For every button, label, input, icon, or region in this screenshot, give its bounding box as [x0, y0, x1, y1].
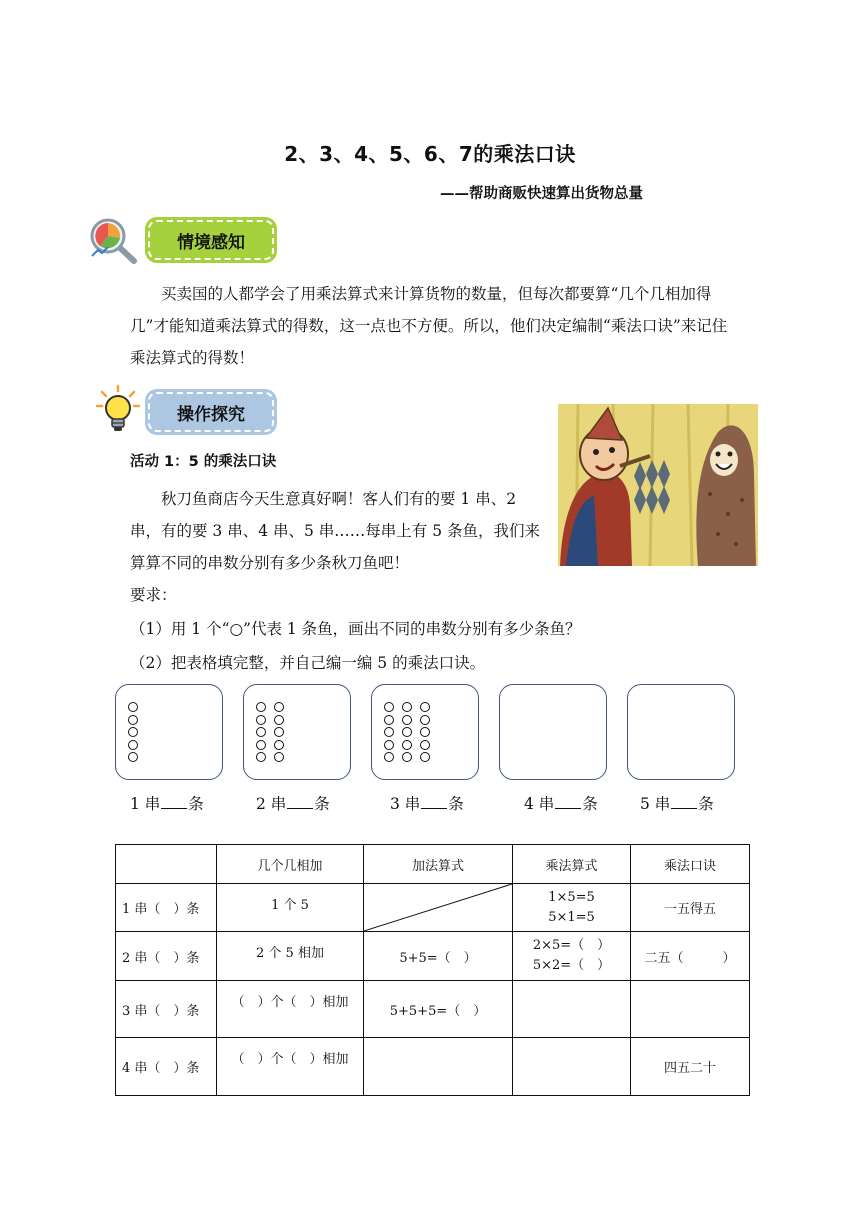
caption-count: 3 串: [390, 795, 421, 813]
fish-circle: [256, 740, 266, 750]
row-label: 1 串（ ）条: [116, 884, 217, 932]
row-label: 4 串（ ）条: [116, 1038, 217, 1096]
header-cell: 加法算式: [364, 845, 513, 884]
drawing-box[interactable]: [243, 684, 351, 780]
fish-circle: [384, 752, 394, 762]
multiplication-expression: 1×5=5: [548, 889, 595, 905]
row-label: 3 串（ ）条: [116, 981, 217, 1038]
addition-description[interactable]: 2 个 5 相加: [217, 932, 364, 981]
section-badge-explore: [145, 389, 277, 435]
fish-circle: [256, 752, 266, 762]
addition-description[interactable]: 1 个 5: [217, 884, 364, 932]
magnifier-chart-icon: [88, 216, 140, 266]
fish-circle: [274, 740, 284, 750]
lightbulb-icon: [96, 384, 140, 436]
answer-blank[interactable]: [161, 793, 187, 809]
caption-count: 2 串: [256, 795, 287, 813]
fish-circle: [384, 702, 394, 712]
fish-circle: [274, 715, 284, 725]
page-subtitle: ——帮助商贩快速算出货物总量: [440, 186, 643, 202]
answer-blank[interactable]: [555, 793, 581, 809]
fish-circle: [384, 727, 394, 737]
box-caption: [524, 792, 598, 814]
fish-circle: [256, 702, 266, 712]
multiplication-table: [115, 844, 750, 1096]
drawing-box[interactable]: [499, 684, 607, 780]
requirement-2: （2）把表格填完整，并自己编一编 5 的乘法口诀。: [130, 654, 486, 672]
addition-description[interactable]: （ ）个（ ）相加: [217, 1038, 364, 1096]
addition-expression[interactable]: 5+5+5=（ ）: [364, 981, 513, 1038]
caption-count: 4 串: [524, 795, 555, 813]
header-cell: 几个几相加: [217, 845, 364, 884]
drawing-box[interactable]: [371, 684, 479, 780]
fish-circle: [128, 740, 138, 750]
fish-circle: [402, 715, 412, 725]
section-badge-situation: [145, 217, 277, 263]
table-row: [116, 981, 750, 1038]
table-row: [116, 1038, 750, 1096]
drawing-box[interactable]: [627, 684, 735, 780]
table-row: [116, 884, 750, 932]
header-cell: 乘法口诀: [631, 845, 750, 884]
fish-circle: [402, 752, 412, 762]
activity-title: 活动 1：5 的乘法口诀: [130, 454, 277, 470]
fish-circle: [420, 715, 430, 725]
section-badge-label: 情境感知: [148, 220, 274, 260]
box-caption: [256, 792, 330, 814]
table-row: [116, 932, 750, 981]
fish-circle: [274, 727, 284, 737]
addition-expression-na: [364, 884, 513, 932]
table-header-row: [116, 845, 750, 884]
fish-circle: [256, 727, 266, 737]
multiplication-expression: 5×1=5: [548, 909, 595, 925]
addition-expression[interactable]: [364, 1038, 513, 1096]
fish-circle: [274, 752, 284, 762]
fish-circle: [420, 727, 430, 737]
answer-blank[interactable]: [287, 793, 313, 809]
multiplication-expression[interactable]: 5×2=（ ）: [532, 958, 611, 973]
answer-blank[interactable]: [671, 793, 697, 809]
addition-expression[interactable]: 5+5=（ ）: [364, 932, 513, 981]
fish-circle: [128, 752, 138, 762]
multiplication-expressions[interactable]: [513, 1038, 631, 1096]
answer-blank[interactable]: [421, 793, 447, 809]
caption-unit: 条: [698, 795, 714, 813]
fish-circle: [420, 702, 430, 712]
requirements-label: 要求：: [130, 586, 177, 604]
fish-circle: [128, 727, 138, 737]
box-caption: [390, 792, 464, 814]
caption-unit: 条: [188, 795, 204, 813]
caption-unit: 条: [314, 795, 330, 813]
fish-circle: [128, 702, 138, 712]
box-caption: [130, 792, 204, 814]
drawing-box[interactable]: [115, 684, 223, 780]
rhyme-cell: 一五得五: [631, 884, 750, 932]
diagonal-slash: [364, 884, 512, 931]
fish-vendor-illustration: [558, 404, 758, 566]
fish-circle: [256, 715, 266, 725]
section-badge-label: 操作探究: [148, 392, 274, 432]
fish-circle: [384, 715, 394, 725]
header-cell: 乘法算式: [513, 845, 631, 884]
header-cell: [116, 845, 217, 884]
multiplication-expressions[interactable]: [513, 981, 631, 1038]
caption-count: 5 串: [640, 795, 671, 813]
caption-unit: 条: [448, 795, 464, 813]
fish-circle: [384, 740, 394, 750]
intro-paragraph: 买卖国的人都学会了用乘法算式来计算货物的数量，但每次都要算“几个几相加得几”才能知道乘法算式的得数，这一点也不方便。所以，他们决定编制“乘法口诀”来记住乘法算式的得数！: [130, 285, 728, 367]
fish-circle: [274, 702, 284, 712]
fish-circle: [402, 702, 412, 712]
page-title: 2、3、4、5、6、7的乘法口诀: [284, 142, 576, 166]
rhyme-cell[interactable]: 二五（ ）: [631, 932, 750, 981]
multiplication-expressions[interactable]: [513, 932, 631, 981]
fish-circle: [402, 740, 412, 750]
multiplication-expressions: [513, 884, 631, 932]
caption-unit: 条: [582, 795, 598, 813]
row-label: 2 串（ ）条: [116, 932, 217, 981]
multiplication-expression[interactable]: 2×5=（ ）: [532, 938, 611, 953]
box-caption: [640, 792, 714, 814]
activity-body: 秋刀鱼商店今天生意真好啊！客人们有的要 1 串、2 串，有的要 3 串、4 串、5 串……每串上有 5 条鱼，我们来算算不同的串数分别有多少条秋刀鱼吧！: [130, 490, 541, 572]
fish-circle: [420, 752, 430, 762]
fish-circle: [402, 727, 412, 737]
caption-count: 1 串: [130, 795, 161, 813]
addition-description[interactable]: （ ）个（ ）相加: [217, 981, 364, 1038]
rhyme-cell[interactable]: [631, 981, 750, 1038]
rhyme-cell: 四五二十: [631, 1038, 750, 1096]
fish-circle: [420, 740, 430, 750]
fish-circle: [128, 715, 138, 725]
requirement-1: （1）用 1 个“○”代表 1 条鱼，画出不同的串数分别有多少条鱼？: [130, 620, 581, 638]
